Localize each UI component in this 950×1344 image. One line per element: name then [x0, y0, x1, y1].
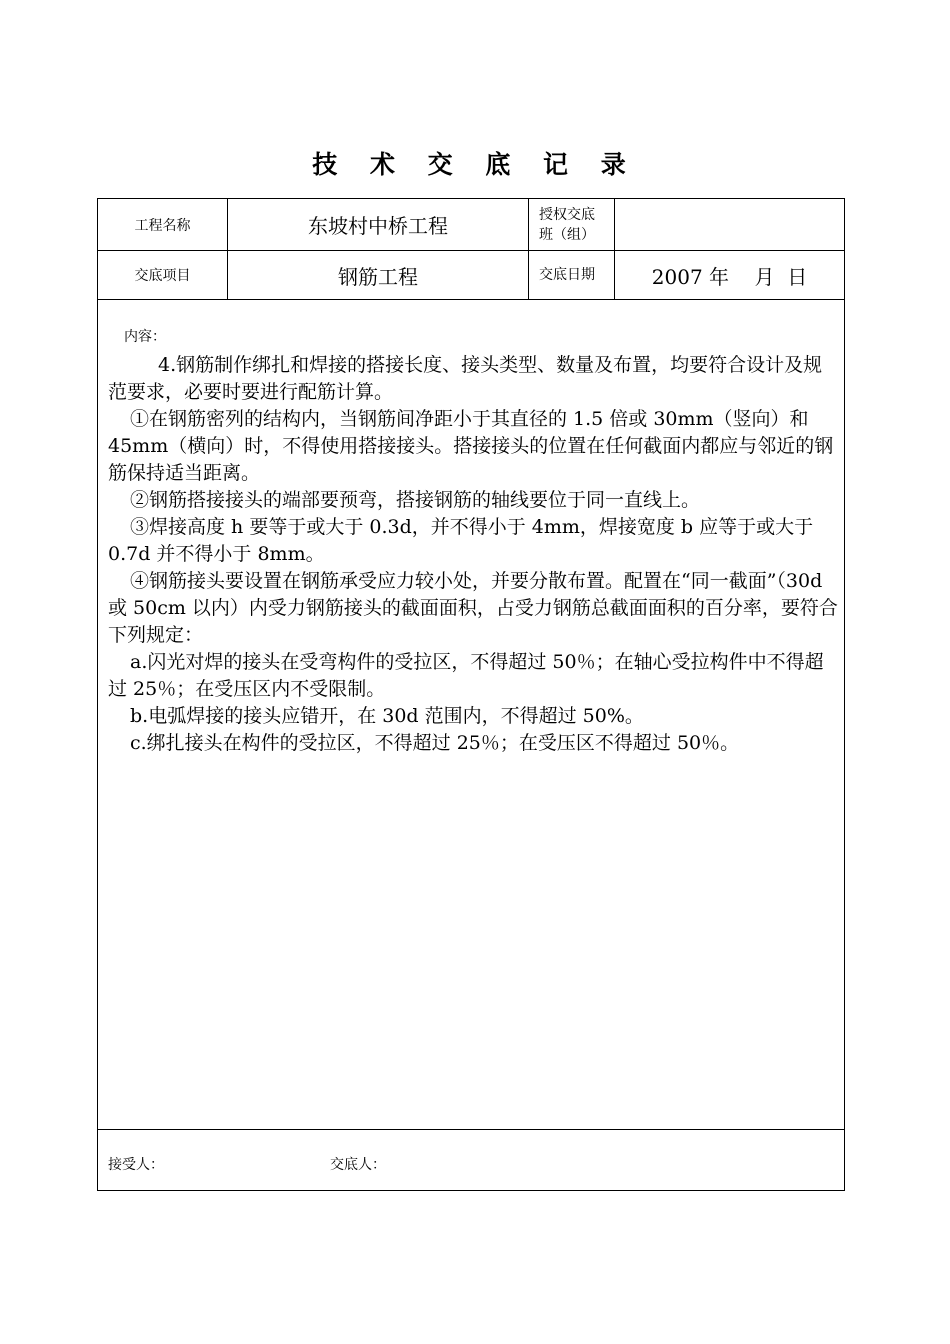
receiver-label: 接受人：: [108, 1157, 164, 1173]
item-value: 钢筋工程: [228, 251, 529, 299]
content-body: [108, 352, 838, 757]
content-paragraph: ①在钢筋密列的结构内，当钢筋间净距小于其直径的 1.5 倍或 30mm（竖向）和 45mm（横向）时，不得使用搭接接头。搭接接头的位置在任何截面内都应与邻近的钢筋保持适当距离。: [108, 408, 834, 484]
giver-label: 交底人：: [330, 1157, 386, 1173]
date-value-text: 2007 年 月 日: [651, 264, 808, 289]
content-paragraph: b.电弧焊接的接头应错开，在 30d 范围内，不得超过 50%。: [130, 705, 644, 727]
content-label: 内容：: [124, 329, 166, 345]
authorized-team-label: [529, 199, 615, 250]
content-paragraph: ②钢筋搭接接头的端部要预弯，搭接钢筋的轴线要位于同一直线上。: [130, 489, 701, 511]
authorized-team-label-line2: 班（组）: [539, 226, 595, 243]
content-paragraph: ④钢筋接头要设置在钢筋承受应力较小处，并要分散布置。配置在“同一截面”（30d 或 50cm 以内）内受力钢筋接头的截面面积，占受力钢筋总截面面积的百分率，要符合下列规定：: [108, 570, 838, 646]
date-value: [615, 251, 844, 299]
content-paragraph: a.闪光对焊的接头在受弯构件的受拉区，不得超过 50％；在轴心受拉构件中不得超过 25％；在受压区内不受限制。: [108, 651, 824, 700]
form-row-item: [98, 251, 844, 300]
form-row-project: [98, 199, 844, 251]
content-paragraph: 4.钢筋制作绑扎和焊接的搭接长度、接头类型、数量及布置，均要符合设计及规范要求，必要时要进行配筋计算。: [108, 354, 823, 403]
authorized-team-label-line1: 授权交底: [539, 206, 595, 223]
content-paragraph: c.绑扎接头在构件的受拉区，不得超过 25％；在受压区不得超过 50％。: [130, 732, 740, 754]
authorized-team-value: [615, 199, 844, 250]
disclosure-form: [97, 198, 845, 1191]
signature-row: [98, 1130, 844, 1190]
content-section: [98, 300, 844, 1130]
document-title: 技 术 交 底 记 录: [312, 150, 638, 179]
item-label: 交底项目: [98, 251, 228, 299]
date-label: 交底日期: [529, 251, 615, 299]
project-name-value: 东坡村中桥工程: [228, 199, 529, 250]
content-paragraph: ③焊接高度 h 要等于或大于 0.3d，并不得小于 4mm，焊接宽度 b 应等于或大于 0.7d 并不得小于 8mm。: [108, 516, 814, 565]
project-name-label: 工程名称: [98, 199, 228, 250]
